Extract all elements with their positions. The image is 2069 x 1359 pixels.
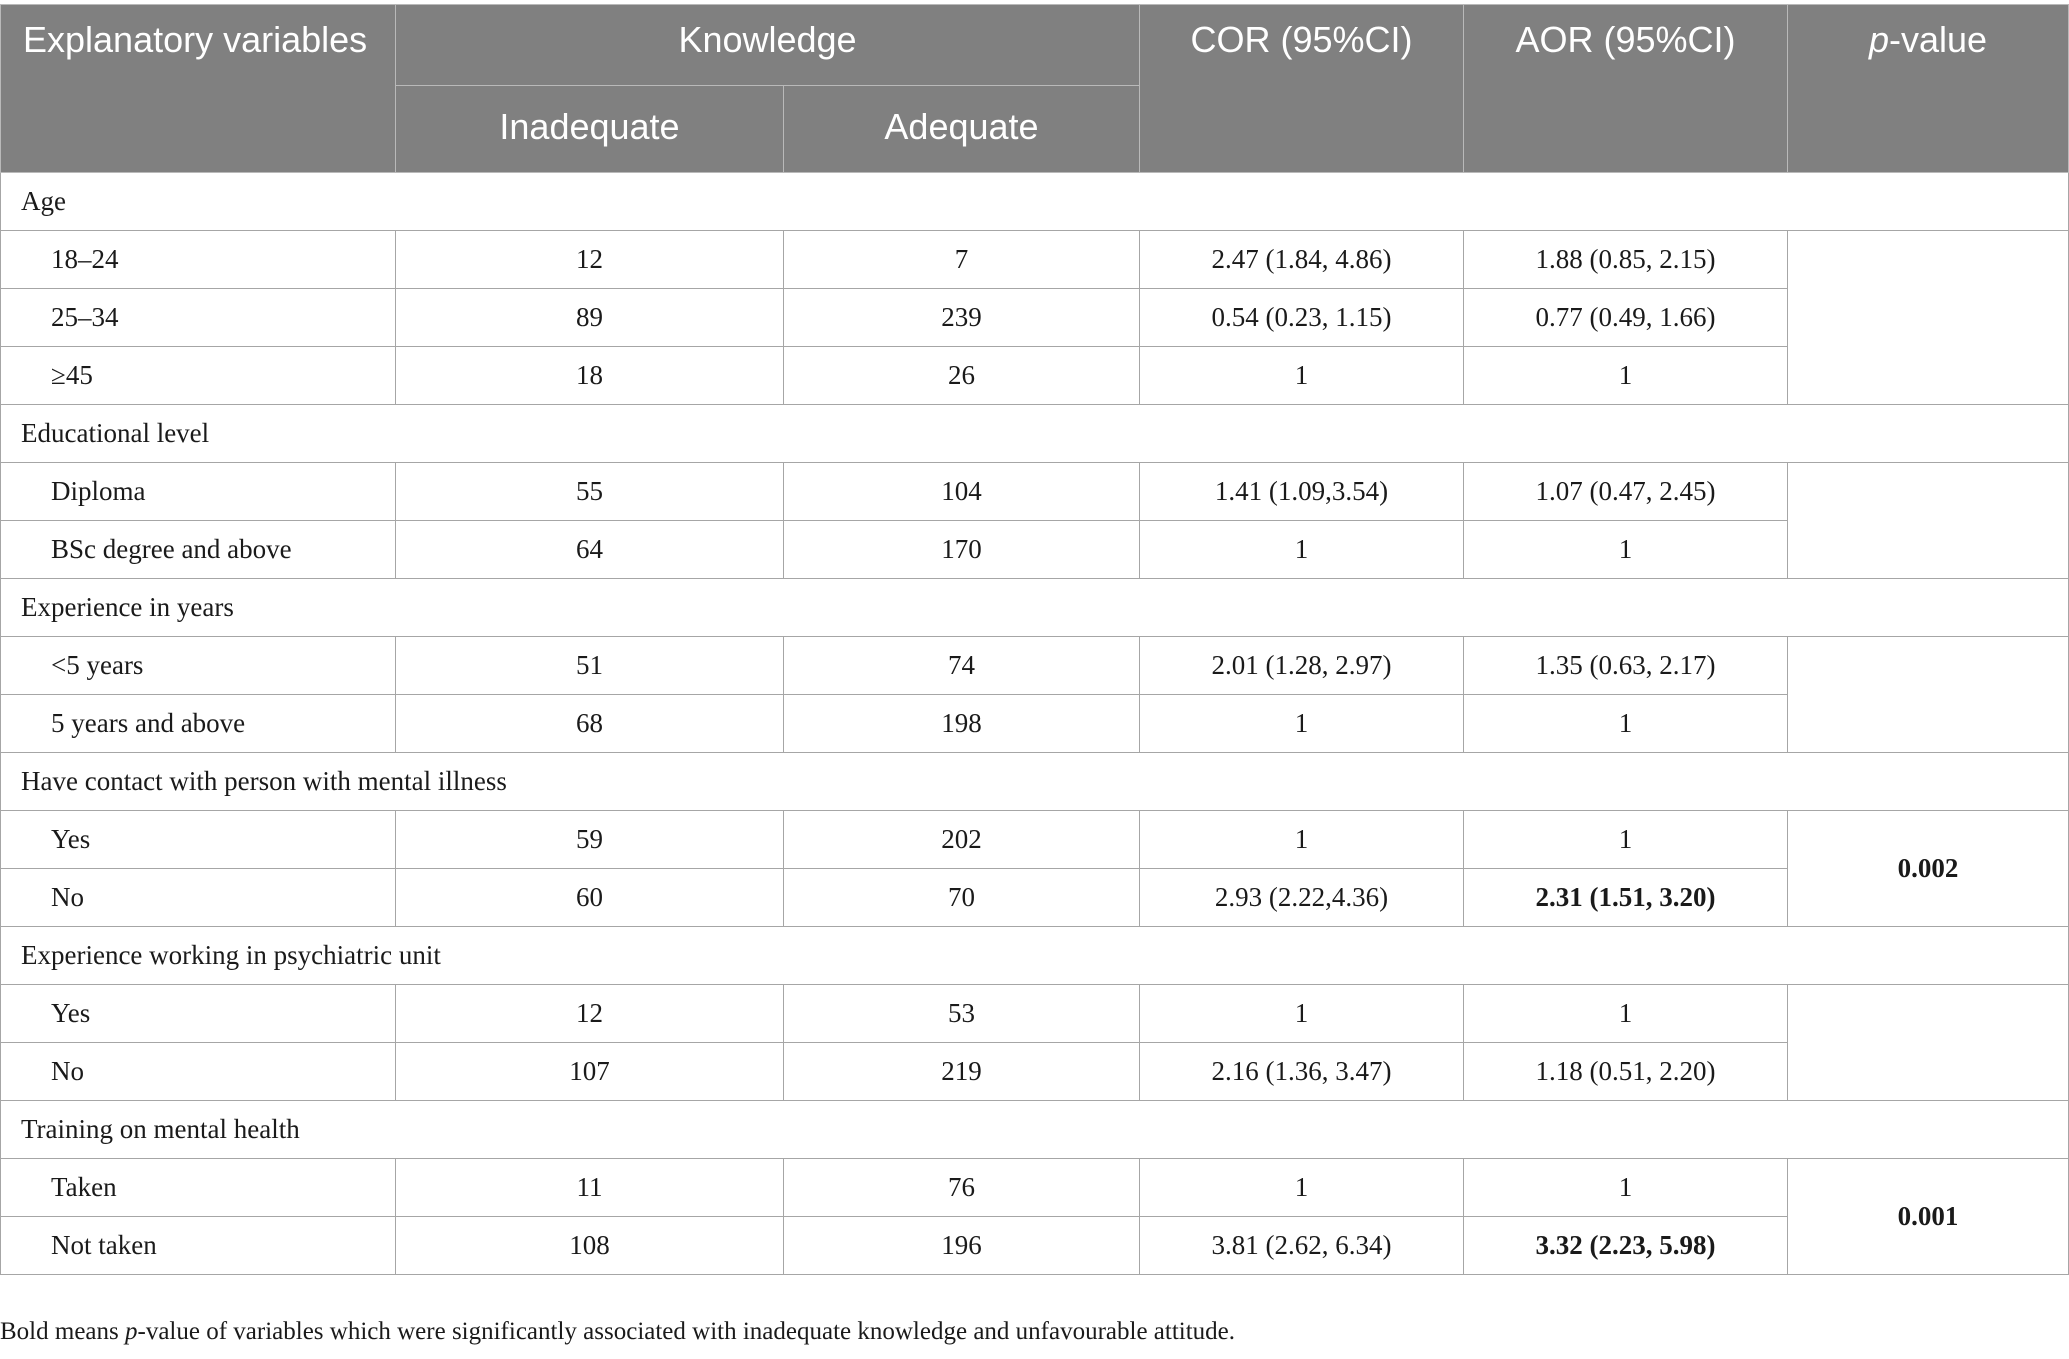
- row-label: Diploma: [1, 463, 396, 521]
- cell-inadequate: 18: [396, 347, 784, 405]
- header-knowledge: Knowledge: [396, 5, 1140, 86]
- table-row: [1, 985, 2069, 1043]
- cell-cor: 1.41 (1.09,3.54): [1140, 463, 1464, 521]
- cell-inadequate: 11: [396, 1159, 784, 1217]
- table-row: [1, 1217, 2069, 1275]
- header-explanatory-variables: Explanatory variables: [1, 5, 396, 173]
- header-cor: COR (95%CI): [1140, 5, 1464, 173]
- cell-aor: 0.77 (0.49, 1.66): [1464, 289, 1788, 347]
- header-p-rest: -value: [1889, 19, 1988, 60]
- cell-adequate: 170: [784, 521, 1140, 579]
- cell-cor: 1: [1140, 695, 1464, 753]
- cell-aor: 1: [1464, 347, 1788, 405]
- cell-inadequate: 64: [396, 521, 784, 579]
- cell-inadequate: 59: [396, 811, 784, 869]
- table-row: [1, 811, 2069, 869]
- header-p-value: [1788, 5, 2069, 173]
- cell-aor: 1.18 (0.51, 2.20): [1464, 1043, 1788, 1101]
- cell-aor: 1: [1464, 695, 1788, 753]
- cell-aor: 3.32 (2.23, 5.98): [1464, 1217, 1788, 1275]
- row-label: ≥45: [1, 347, 396, 405]
- table-row: [1, 347, 2069, 405]
- cell-cor: 1: [1140, 347, 1464, 405]
- cell-inadequate: 51: [396, 637, 784, 695]
- cell-p-value: [1788, 231, 2069, 405]
- row-label: Yes: [1, 985, 396, 1043]
- footnote-p-italic: p: [125, 1318, 138, 1345]
- category-title: Age: [1, 173, 2069, 231]
- table-row: [1, 289, 2069, 347]
- category-title: Have contact with person with mental illness: [1, 753, 2069, 811]
- cell-inadequate: 55: [396, 463, 784, 521]
- cell-inadequate: 68: [396, 695, 784, 753]
- cell-aor: 1.35 (0.63, 2.17): [1464, 637, 1788, 695]
- table-row: [1, 231, 2069, 289]
- cell-p-value: [1788, 637, 2069, 753]
- cell-cor: 1: [1140, 985, 1464, 1043]
- row-label: 5 years and above: [1, 695, 396, 753]
- table-footnote: [0, 1318, 1235, 1346]
- cell-aor: 1.88 (0.85, 2.15): [1464, 231, 1788, 289]
- table-body: [1, 173, 2069, 1275]
- cell-adequate: 104: [784, 463, 1140, 521]
- cell-cor: 2.93 (2.22,4.36): [1140, 869, 1464, 927]
- cell-cor: 2.47 (1.84, 4.86): [1140, 231, 1464, 289]
- table-row: [1, 637, 2069, 695]
- cell-cor: 1: [1140, 811, 1464, 869]
- cell-cor: 3.81 (2.62, 6.34): [1140, 1217, 1464, 1275]
- cell-adequate: 76: [784, 1159, 1140, 1217]
- cell-p-value: 0.001: [1788, 1159, 2069, 1275]
- cell-inadequate: 12: [396, 985, 784, 1043]
- cell-adequate: 7: [784, 231, 1140, 289]
- header-adequate: Adequate: [784, 86, 1140, 173]
- row-label: Not taken: [1, 1217, 396, 1275]
- table-row: [1, 695, 2069, 753]
- header-p-italic: p: [1868, 19, 1889, 60]
- results-table: [0, 4, 2069, 1275]
- cell-aor: 2.31 (1.51, 3.20): [1464, 869, 1788, 927]
- cell-adequate: 202: [784, 811, 1140, 869]
- row-label: No: [1, 869, 396, 927]
- cell-cor: 0.54 (0.23, 1.15): [1140, 289, 1464, 347]
- cell-cor: 2.01 (1.28, 2.97): [1140, 637, 1464, 695]
- cell-p-value: [1788, 463, 2069, 579]
- category-row: [1, 927, 2069, 985]
- cell-cor: 1: [1140, 521, 1464, 579]
- cell-aor: 1.07 (0.47, 2.45): [1464, 463, 1788, 521]
- table-row: [1, 463, 2069, 521]
- category-row: [1, 753, 2069, 811]
- category-title: Experience in years: [1, 579, 2069, 637]
- cell-aor: 1: [1464, 1159, 1788, 1217]
- table-row: [1, 1043, 2069, 1101]
- row-label: <5 years: [1, 637, 396, 695]
- row-label: Yes: [1, 811, 396, 869]
- cell-inadequate: 89: [396, 289, 784, 347]
- cell-p-value: 0.002: [1788, 811, 2069, 927]
- cell-adequate: 198: [784, 695, 1140, 753]
- header-inadequate: Inadequate: [396, 86, 784, 173]
- row-label: Taken: [1, 1159, 396, 1217]
- table-row: [1, 1159, 2069, 1217]
- cell-adequate: 53: [784, 985, 1140, 1043]
- cell-inadequate: 12: [396, 231, 784, 289]
- row-label: No: [1, 1043, 396, 1101]
- cell-inadequate: 108: [396, 1217, 784, 1275]
- header-aor: AOR (95%CI): [1464, 5, 1788, 173]
- row-label: BSc degree and above: [1, 521, 396, 579]
- cell-adequate: 70: [784, 869, 1140, 927]
- category-row: [1, 405, 2069, 463]
- footnote-post: -value of variables which were significantly associated with inadequate knowledge and unfavourable attitude.: [137, 1318, 1236, 1345]
- category-row: [1, 173, 2069, 231]
- cell-inadequate: 60: [396, 869, 784, 927]
- category-row: [1, 579, 2069, 637]
- cell-cor: 1: [1140, 1159, 1464, 1217]
- cell-p-value: [1788, 985, 2069, 1101]
- cell-aor: 1: [1464, 985, 1788, 1043]
- table-row: [1, 521, 2069, 579]
- cell-aor: 1: [1464, 521, 1788, 579]
- table-row: [1, 869, 2069, 927]
- category-row: [1, 1101, 2069, 1159]
- category-title: Training on mental health: [1, 1101, 2069, 1159]
- row-label: 25–34: [1, 289, 396, 347]
- cell-aor: 1: [1464, 811, 1788, 869]
- cell-adequate: 239: [784, 289, 1140, 347]
- row-label: 18–24: [1, 231, 396, 289]
- cell-adequate: 74: [784, 637, 1140, 695]
- cell-adequate: 219: [784, 1043, 1140, 1101]
- category-title: Experience working in psychiatric unit: [1, 927, 2069, 985]
- cell-cor: 2.16 (1.36, 3.47): [1140, 1043, 1464, 1101]
- table-header: [1, 5, 2069, 173]
- footnote-pre: Bold means: [0, 1318, 125, 1345]
- cell-adequate: 196: [784, 1217, 1140, 1275]
- category-title: Educational level: [1, 405, 2069, 463]
- cell-inadequate: 107: [396, 1043, 784, 1101]
- cell-adequate: 26: [784, 347, 1140, 405]
